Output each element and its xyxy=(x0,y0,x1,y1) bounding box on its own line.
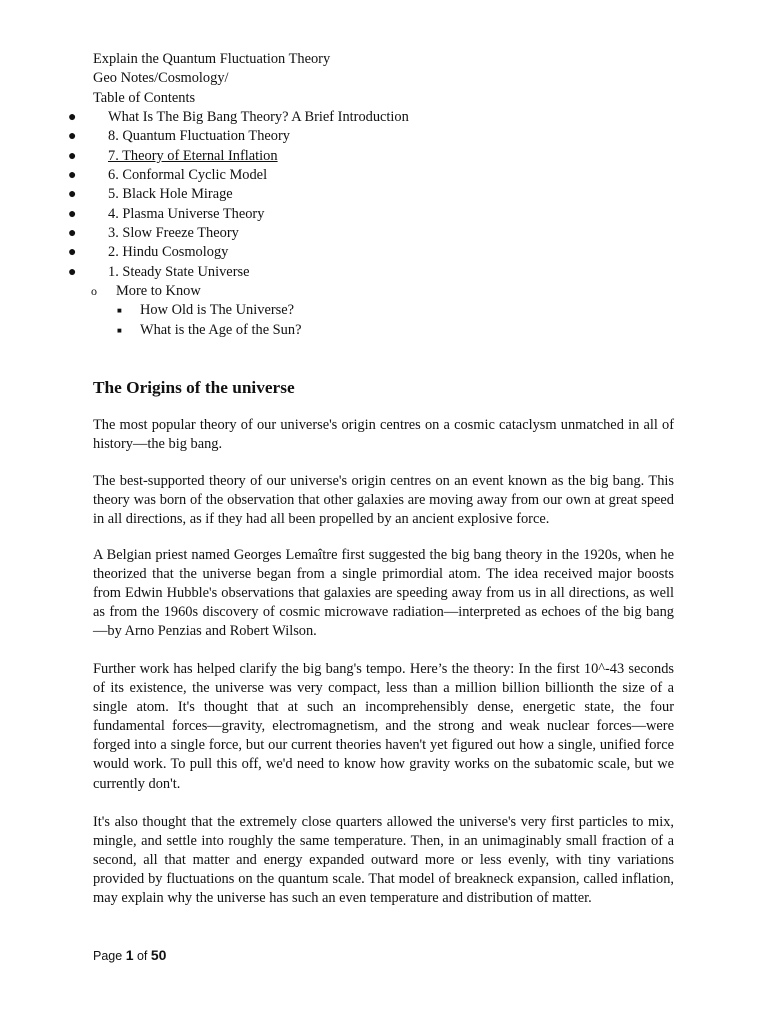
document-title: Explain the Quantum Fluctuation Theory xyxy=(93,51,331,67)
toc-subsubitem-label[interactable]: How Old is The Universe? xyxy=(140,302,295,319)
bullet-icon: ● xyxy=(68,187,77,203)
toc-item[interactable] xyxy=(0,205,768,224)
toc-item[interactable] xyxy=(0,243,768,262)
page-word: Page xyxy=(93,949,123,963)
bullet-icon: ● xyxy=(68,206,77,222)
toc-item[interactable] xyxy=(0,185,768,204)
toc-item[interactable] xyxy=(0,263,768,282)
toc-item-label[interactable]: What Is The Big Bang Theory? A Brief Introduction xyxy=(108,109,409,125)
square-bullet-icon: ■ xyxy=(117,325,122,335)
toc-subitem-label[interactable]: More to Know xyxy=(116,283,201,300)
toc-subsubitem[interactable] xyxy=(0,321,768,340)
body-paragraph: It's also thought that the extremely close quarters allowed the universe's very first particles to mix, mingle, and settle into roughly the same temperature. Then, in an unimaginably small fraction of a second, all that matter and energy expanded outward more or less evenly, with tiny variations provided by fluctuations on the quantum scale. That model of breakneck expansion, called inflation, may explain why the universe has such an even temperature and distribution of matter. xyxy=(93,814,674,907)
body-paragraph: A Belgian priest named Georges Lemaître first suggested the big bang theory in the 1920s, when he theorized that the universe began from a single primordial atom. The idea received major boosts from Edwin Hubble's observations that galaxies are speeding away from us in all directions, as well as from the 1960s discovery of cosmic microwave radiation—interpreted as echoes of the big bang—by Arno Penzias and Robert Wilson. xyxy=(93,547,674,640)
toc-subsubitem[interactable] xyxy=(0,301,768,320)
bullet-icon: ● xyxy=(68,226,77,242)
toc-item[interactable] xyxy=(0,166,768,185)
toc-item-label[interactable]: 5. Black Hole Mirage xyxy=(108,186,233,203)
bullet-icon: ● xyxy=(68,168,77,184)
toc-item[interactable] xyxy=(0,127,768,146)
toc-item[interactable] xyxy=(0,108,768,127)
bullet-icon: ● xyxy=(68,148,77,164)
toc-subitem[interactable] xyxy=(0,282,768,301)
bullet-icon: ● xyxy=(68,129,77,145)
toc-item-label[interactable]: 4. Plasma Universe Theory xyxy=(108,205,265,222)
bullet-icon: ● xyxy=(68,245,77,261)
breadcrumb: Geo Notes/Cosmology/ xyxy=(93,70,229,86)
toc-item-link[interactable]: 7. Theory of Eternal Inflation xyxy=(108,147,278,164)
total-pages-number: 50 xyxy=(150,947,167,963)
body-paragraph: Further work has helped clarify the big bang's tempo. Here’s the theory: In the first 10^-43 seconds of its existence, the universe was very compact, less than a million billion billionth the size of a single atom. It's thought that at such an incomprehensibly dense, energetic state, the four fundamental forces—gravity, electromagnetism, and the strong and weak nuclear forces—were forged into a single force, but our current theories haven't yet figured out how a single, unified force would work. To pull this off, we'd need to know how gravity works on the subatomic scale, but we currently don't. xyxy=(93,661,674,792)
toc-item-label[interactable]: 2. Hindu Cosmology xyxy=(108,244,229,261)
toc-item[interactable] xyxy=(0,147,768,166)
bullet-icon: ● xyxy=(68,264,77,280)
toc-subsubitem-label[interactable]: What is the Age of the Sun? xyxy=(140,321,302,338)
page-footer xyxy=(93,946,166,965)
toc-heading: Table of Contents xyxy=(93,90,196,106)
current-page-number: 1 xyxy=(125,947,134,963)
body-paragraph: The most popular theory of our universe's origin centres on a cosmic cataclysm unmatched in all of history—the big bang. xyxy=(93,417,674,453)
toc-item-label[interactable]: 1. Steady State Universe xyxy=(108,263,250,280)
section-heading: The Origins of the universe xyxy=(93,378,295,397)
bullet-icon: ● xyxy=(68,110,77,125)
square-bullet-icon: ■ xyxy=(117,306,122,316)
toc-item-label[interactable]: 3. Slow Freeze Theory xyxy=(108,225,239,242)
table-of-contents xyxy=(0,108,768,340)
toc-item-label[interactable]: 6. Conformal Cyclic Model xyxy=(108,167,268,184)
toc-item-label[interactable]: 8. Quantum Fluctuation Theory xyxy=(108,128,290,145)
toc-item[interactable] xyxy=(0,224,768,243)
body-paragraph: The best-supported theory of our universe's origin centres on an event known as the big bang. This theory was born of the observation that other galaxies are moving away from our own at great speed in all directions, as if they had all been propelled by an ancient explosive force. xyxy=(93,473,674,528)
of-word: of xyxy=(136,949,148,963)
circle-bullet-icon: o xyxy=(91,284,97,299)
